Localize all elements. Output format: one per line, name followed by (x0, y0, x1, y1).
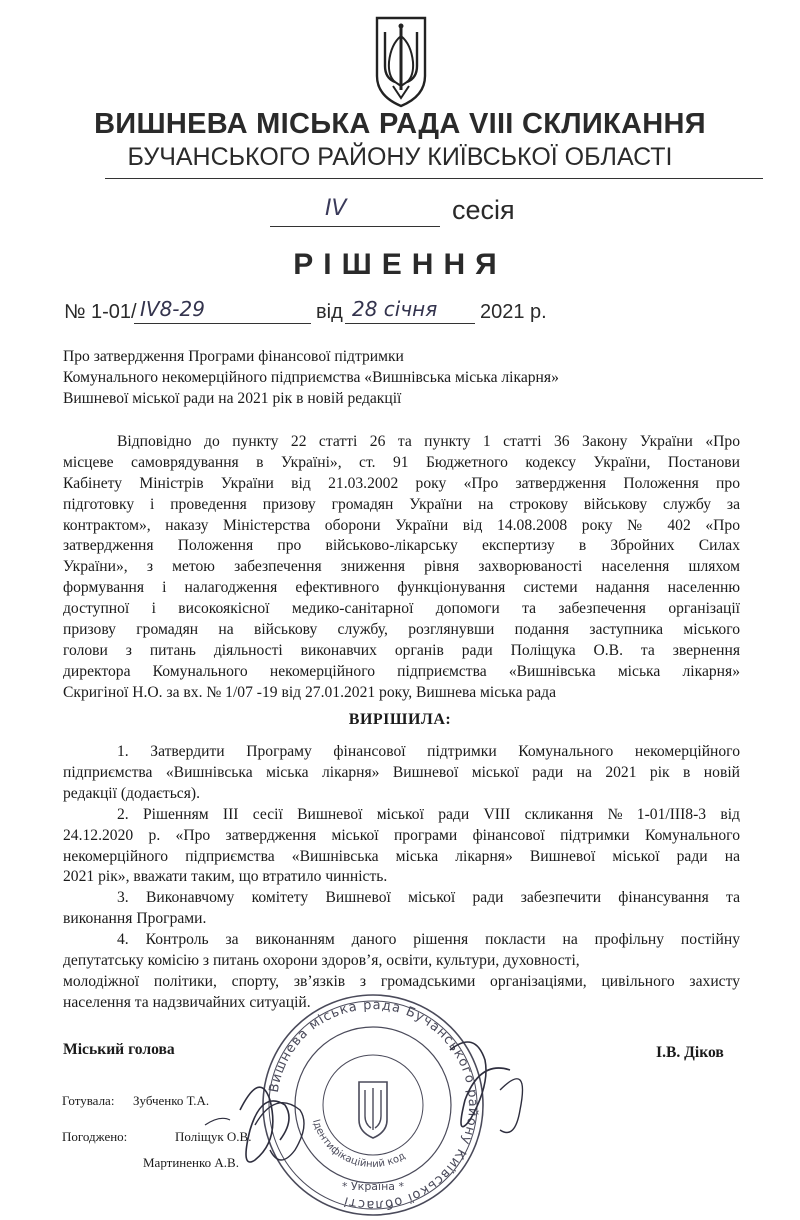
preamble-line: призову громадян на військову службу, розглянувши подання заступника міського (63, 621, 740, 639)
svg-text:Вишнева міська рада Бучанськог: Вишнева міська рада Бучанського району Київської області (266, 997, 481, 1213)
decision-date-underline (345, 323, 475, 324)
agreed-name: Мартиненко А.В. (143, 1155, 239, 1170)
decision-date-handwritten: 28 січня (352, 297, 438, 321)
session-label: сесія (452, 195, 515, 225)
decision-number-prefix: № 1-01/ (64, 301, 137, 323)
item-line: 3. Виконавчому комітету Вишневої міської ради забезпечити фінансування та (117, 889, 740, 907)
item-line: молодіжної політики, спорту, зв’язків з громадськими організаціями, цивільного захисту (63, 972, 740, 990)
preamble-line: підготовку і проведення призову громадян України на строкову військову службу за (63, 495, 740, 513)
district-title: БУЧАНСЬКОГО РАЙОНУ КИЇВСЬКОЇ ОБЛАСТІ (127, 143, 673, 171)
session-number: IV (325, 196, 347, 221)
svg-text:Ідентифікаційний код: Ідентифікаційний код (310, 1118, 408, 1171)
svg-text:* Україна *: * Україна * (341, 1180, 405, 1193)
prepared-label: Готувала: (62, 1093, 115, 1108)
preamble-line: формування і налагодження ефективного функціонування системи надання населенню (63, 579, 740, 597)
item-line: 1. Затвердити Програму фінансової підтримки Комунального некомерційного (117, 743, 740, 760)
decision-number-handwritten: IV8-29 (140, 297, 205, 321)
preamble-line: Кабінету Міністрів України від 21.03.2002 року «Про затвердження Положення про (63, 474, 740, 492)
date-prefix: від (316, 301, 343, 323)
subject-line: Комунального некомерційного підприємства «Вишнівська міська лікарня» (63, 369, 559, 386)
preamble-line: голови з питань діяльності виконавчих органів ради Поліщука О.В. та звернення (63, 641, 740, 659)
subject-line: Про затвердження Програми фінансової підтримки (63, 348, 404, 365)
item-line: депутатську комісію з питань охорони здоров’я, освіти, культури, духовності, (63, 952, 580, 970)
agreed-label: Погоджено: (62, 1129, 128, 1144)
preamble-line: Скригіної Н.О. за вх. № 1/07 -19 від 27.01.2021 року, Вишнева міська рада (63, 683, 556, 701)
subject-line: Вишневої міської ради на 2021 рік в новій редакції (63, 390, 402, 407)
item-line: населення та надзвичайних ситуацій. (63, 993, 311, 1011)
document-title: РІШЕННЯ (293, 248, 507, 281)
preamble-line: України», з метою забезпечення зниження рівня захворюваності населення шляхом (63, 558, 740, 576)
coat-of-arms-icon (373, 14, 429, 110)
preamble-line: доступної і високоякісної медико-санітарної допомоги та забезпечення організації (63, 600, 740, 618)
mayor-label: Міський голова (63, 1041, 175, 1058)
session-underline (270, 226, 440, 227)
item-line: виконання Програми. (63, 910, 207, 928)
decided-heading: ВИРІШИЛА: (348, 711, 452, 728)
decision-items (63, 742, 740, 1014)
item-line: 2. Рішенням ІІІ сесії Вишневої міської ради VIII скликання № 1-01/ІІІ8-3 від (117, 805, 740, 823)
preamble (63, 432, 740, 704)
preamble-line: місцеве самоврядування в Україні», ст. 91 Бюджетного кодексу України, Постанови (63, 453, 740, 471)
decision-number-underline (134, 323, 311, 324)
agreed-name: Поліщук О.В. (175, 1129, 252, 1144)
subject-block (63, 346, 559, 409)
handwritten-signatures-icon (200, 1030, 760, 1200)
preamble-line: затвердження Положення про військово-лікарську експертизу в Збройних Силах (63, 537, 740, 555)
item-line: некомерційного підприємства «Вишнівська міська лікарня» Вишневої міської ради на (63, 847, 740, 865)
item-line: підприємства «Вишнівська міська лікарня» Вишневої міської ради на 2021 рік в новій (63, 763, 740, 781)
preamble-line: Відповідно до пункту 22 статті 26 та пункту 1 статті 36 Закону України «Про (117, 433, 740, 450)
item-line: 2021 рік», вважати таким, що втратило чинність. (63, 868, 388, 886)
item-line: 24.12.2020 р. «Про затвердження міської програми фінансової підтримки Комунального (63, 826, 740, 844)
preamble-line: директора Комунального некомерційного підприємства «Вишнівська міська лікарня» (63, 662, 740, 680)
preamble-line: контрактом», наказу Міністерства оборони України від 14.08.2008 року № 402 «Про (63, 516, 740, 534)
item-line: 4. Контроль за виконанням даного рішення покласти на профільну постійну (117, 931, 740, 949)
prepared-name: Зубченко Т.А. (133, 1093, 210, 1108)
decision-year: 2021 р. (480, 301, 547, 323)
council-title: ВИШНЕВА МІСЬКА РАДА VIII СКЛИКАННЯ (94, 108, 706, 140)
mayor-name: І.В. Діков (656, 1044, 724, 1061)
item-line: редакції (додається). (63, 784, 200, 802)
district-underline (105, 178, 763, 179)
